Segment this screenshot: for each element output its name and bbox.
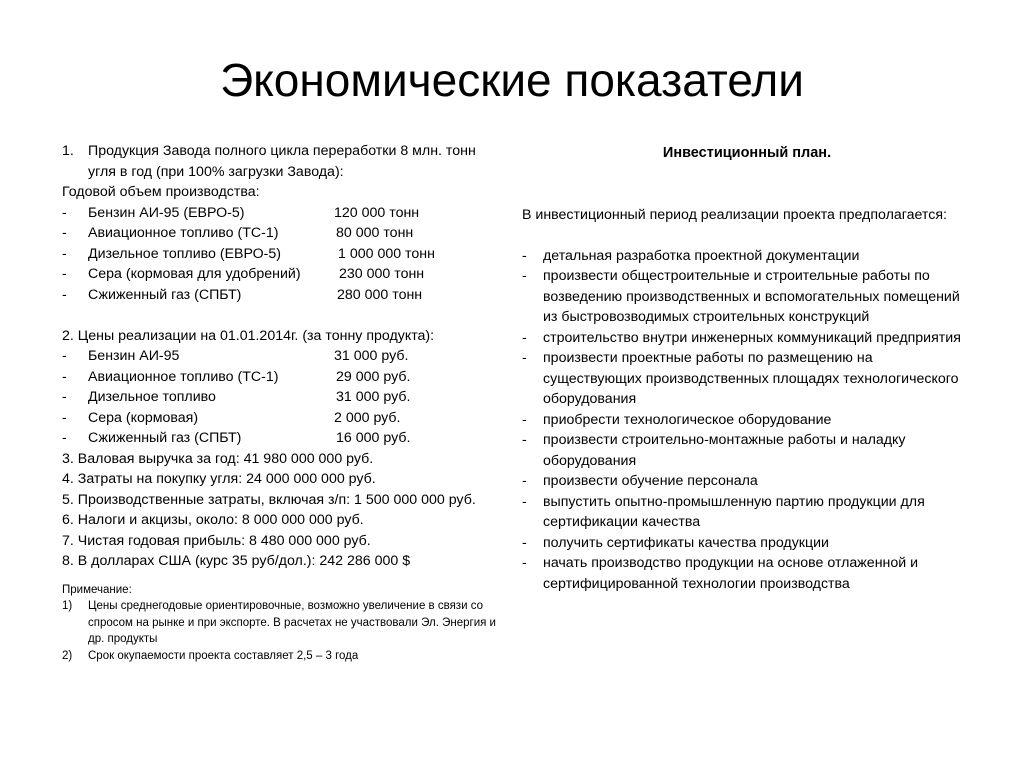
numbered-item: 4. Затраты на покупку угля: 24 000 000 000 руб. (62, 471, 376, 487)
prices-value: 2 000 руб. (334, 409, 401, 426)
note-item (62, 648, 502, 665)
note-header: Примечание: (62, 583, 132, 596)
item-1 (62, 141, 502, 182)
dash-marker: - (522, 329, 527, 346)
note-number: 2) (62, 649, 73, 662)
investment-item-text: получить сертификаты качества продукции (543, 534, 829, 551)
prices-value: 31 000 руб. (336, 389, 411, 405)
dash-marker: - (522, 473, 527, 489)
note-item (62, 598, 502, 648)
prices-value: 31 000 руб. (334, 348, 409, 364)
numbered-item: 6. Налоги и акцизы, около: 8 000 000 000 руб. (62, 512, 364, 528)
dash-marker: - (522, 555, 527, 571)
investment-item (522, 492, 972, 533)
prices-row (62, 387, 502, 408)
dash-marker: - (62, 245, 67, 262)
investment-intro: В инвестиционный период реализации проекта предполагается: (522, 206, 947, 223)
dash-marker: - (62, 225, 67, 241)
volume-value: 1 000 000 тонн (338, 245, 435, 262)
dash-marker: - (522, 493, 527, 510)
volume-row (62, 203, 502, 224)
dash-marker: - (62, 266, 67, 282)
investment-heading: Инвестиционный план. (662, 145, 832, 161)
economic-indicators-column (62, 141, 502, 664)
prices-name: Сжиженный газ (СПБТ) (88, 430, 242, 446)
volume-row (62, 264, 502, 285)
dash-marker: - (522, 534, 527, 551)
prices-value: 29 000 руб. (336, 368, 411, 385)
investment-item (522, 348, 972, 410)
prices-name: Бензин АИ-95 (88, 348, 180, 364)
prices-row (62, 428, 502, 449)
investment-item-text: приобрести технологическое оборудование (543, 411, 832, 428)
volume-name: Дизельное топливо (ЕВРО-5) (88, 245, 282, 262)
investment-item-text: начать производство продукции на основе отлаженной и сертифицированной технологии производства (543, 555, 919, 592)
notes-list (62, 598, 502, 664)
dash-marker: - (522, 247, 527, 264)
investment-item-text: строительство внутри инженерных коммуникаций предприятия (543, 329, 961, 346)
volume-row (62, 244, 502, 265)
investment-item (522, 328, 972, 349)
volume-name: Авиационное топливо (ТС-1) (88, 225, 279, 241)
investment-item-text: произвести проектные работы по размещению на существующих производственных площадях технологического оборудования (543, 350, 959, 407)
numbered-item: 8. В долларах США (курс 35 руб/дол.): 242 286 000 $ (62, 553, 411, 569)
investment-item-text: произвести общестроительные и строительные работы по возведению производственных и вспомогательных помещений из быстровозводимых строительных конструкций (543, 268, 960, 325)
note-text: Срок окупаемости проекта составляет 2,5 – 3 года (88, 649, 359, 662)
item-1-number: 1. (62, 143, 74, 159)
investment-item-text: выпустить опытно-промышленную партию продукции для сертификации качества (543, 493, 925, 530)
numbered-item: 5. Производственные затраты, включая з/п: 1 500 000 000 руб. (62, 491, 476, 508)
prices-header: 2. Цены реализации на 01.01.2014г. (за тонну продукта): (62, 327, 435, 344)
volume-value: 230 000 тонн (339, 266, 425, 282)
volume-name: Сера (кормовая для удобрений) (88, 266, 301, 282)
prices-row (62, 346, 502, 367)
dash-marker: - (522, 350, 527, 366)
dash-marker: - (522, 411, 527, 428)
prices-list (62, 346, 502, 449)
prices-row (62, 367, 502, 388)
investment-item (522, 533, 972, 554)
dash-marker: - (62, 286, 67, 303)
prices-name: Сера (кормовая) (88, 409, 199, 426)
dash-marker: - (62, 204, 67, 221)
prices-name: Дизельное топливо (88, 389, 216, 405)
investment-item (522, 246, 972, 267)
volume-row (62, 285, 502, 306)
investment-item (522, 266, 972, 328)
volume-value: 80 000 тонн (336, 225, 414, 241)
volume-value: 120 000 тонн (334, 204, 420, 221)
dash-marker: - (522, 268, 527, 284)
dash-marker: - (62, 368, 67, 385)
dash-marker: - (62, 389, 67, 405)
investment-list (522, 246, 972, 595)
volume-name: Бензин АИ-95 (ЕВРО-5) (88, 204, 245, 221)
volume-name: Сжиженный газ (СПБТ) (88, 286, 242, 303)
prices-row (62, 408, 502, 429)
page-title: Экономические показатели (220, 54, 804, 106)
note-number: 1) (62, 600, 73, 612)
investment-item (522, 471, 972, 492)
volume-header: Годовой объем производства: (62, 184, 260, 200)
notes (62, 582, 502, 665)
numbered-item: 7. Чистая годовая прибыль: 8 480 000 000 руб. (62, 532, 371, 549)
numbered-list (62, 449, 502, 572)
dash-marker: - (62, 348, 67, 364)
investment-item (522, 430, 972, 471)
dash-marker: - (62, 409, 67, 426)
volume-value: 280 000 тонн (337, 286, 423, 303)
investment-item (522, 553, 972, 594)
volume-row (62, 223, 502, 244)
investment-plan-column (522, 141, 972, 594)
dash-marker: - (62, 430, 67, 446)
investment-item-text: детальная разработка проектной документации (543, 247, 860, 264)
item-1-text: Продукция Завода полного цикла переработки 8 млн. тонн угля в год (при 100% загрузки Завода): (88, 143, 476, 180)
numbered-item: 3. Валовая выручка за год: 41 980 000 000 руб. (62, 450, 374, 467)
investment-item (522, 410, 972, 431)
volume-list (62, 203, 502, 306)
investment-item-text: произвести строительно-монтажные работы и наладку оборудования (543, 432, 906, 469)
note-text: Цены среднегодовые ориентировочные, возможно увеличение в связи со спросом на рынке и при экспорте. В расчетах не участвовали Эл. Энергия и др. продукты (88, 600, 496, 645)
dash-marker: - (522, 432, 527, 448)
investment-item-text: произвести обучение персонала (543, 473, 758, 489)
prices-value: 16 000 руб. (336, 430, 411, 446)
prices-name: Авиационное топливо (ТС-1) (88, 368, 279, 385)
